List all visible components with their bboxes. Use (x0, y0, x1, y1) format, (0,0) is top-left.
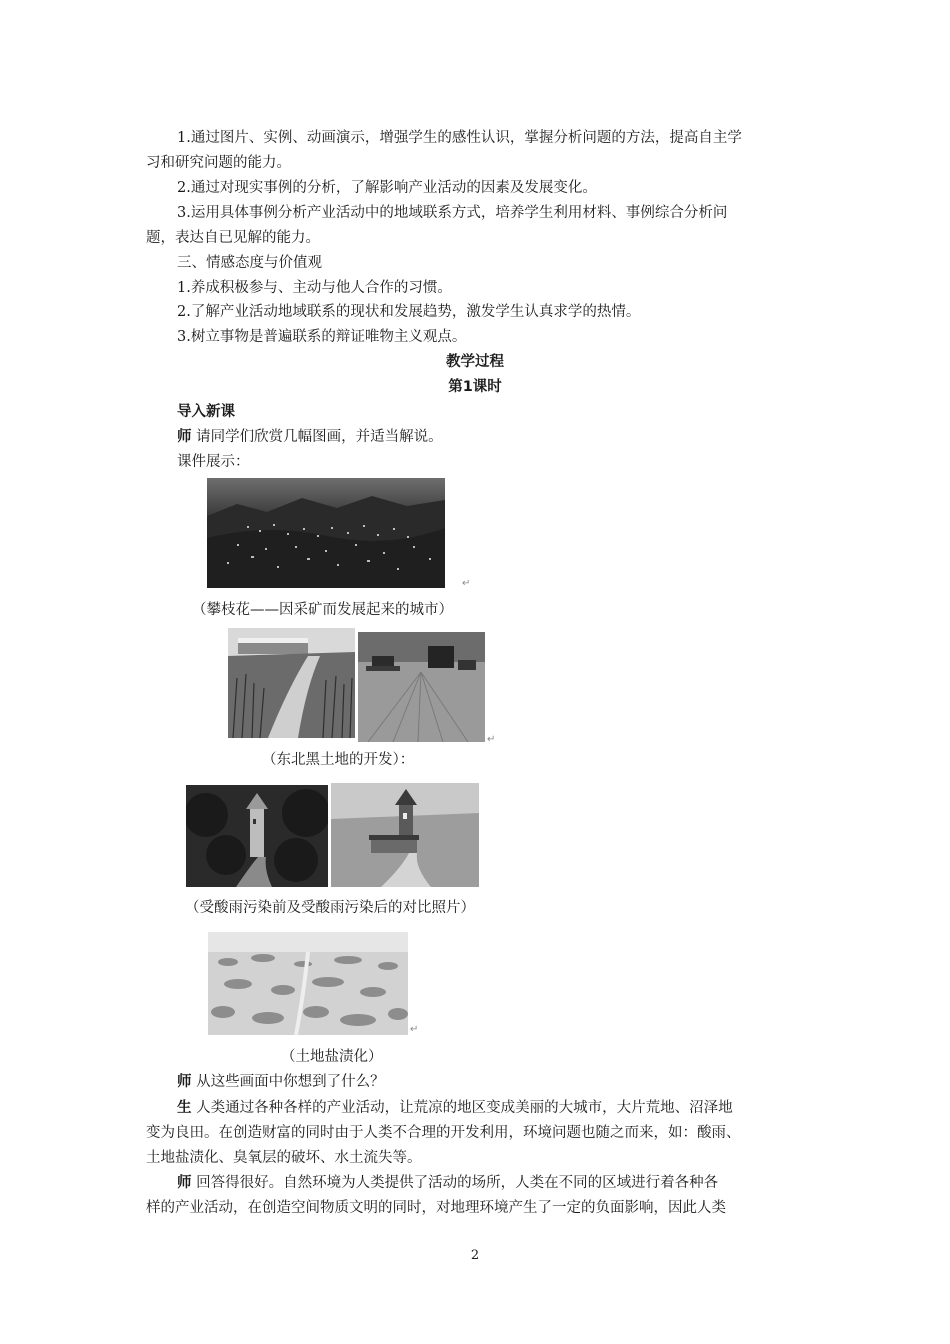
teacher-reply-text-1: 回答得很好。自然环境为人类提供了活动的场所，人类在不同的区域进行着各种各 (196, 1175, 719, 1191)
teacher-question-text: 从这些画面中你想到了什么？ (196, 1074, 385, 1090)
caption-blacksoil: （东北黑土地的开发）： (262, 752, 415, 768)
photo-before-acid-rain (186, 785, 328, 887)
teacher-reply-line-1 (177, 1173, 718, 1193)
goal-line-2: 习和研究问题的能力。 (146, 155, 291, 171)
photo-blacksoil-harvesters (358, 632, 485, 742)
student-answer-line-2: 变为良田。在创造财富的同时由于人类不合理的开发利用，环境问题也随之而来，如：酸雨、 (146, 1125, 741, 1141)
goal-line-9: 3.树立事物是普遍联系的辩证唯物主义观点。 (177, 329, 467, 345)
caption-salinization: （土地盐渍化） (281, 1049, 383, 1065)
intro-title: 导入新课 (177, 404, 235, 420)
goal-line-7: 1.养成积极参与、主动与他人合作的习惯。 (177, 280, 452, 296)
speaker-teacher: 师 (177, 429, 192, 445)
photo-blacksoil-field (228, 628, 355, 738)
teacher-line-1 (177, 427, 443, 447)
student-text-1: 人类通过各种各样的产业活动，让荒凉的地区变成美丽的大城市，大片荒地、沼泽地 (196, 1100, 733, 1116)
caption-acid-rain: （受酸雨污染前及受酸雨污染后的对比照片） (185, 900, 475, 916)
goal-line-4: 3.运用具体事例分析产业活动中的地域联系方式，培养学生利用材料、事例综合分析问 (177, 205, 728, 221)
goal-line-1: 1.通过图片、实例、动画演示，增强学生的感性认识，掌握分析问题的方法，提高自主学 (177, 130, 742, 146)
goal-line-5: 题，表达自已见解的能力。 (146, 230, 320, 246)
photo-after-acid-rain (331, 783, 479, 887)
photo-soil-salinization (208, 932, 408, 1035)
courseware-label: 课件展示： (177, 454, 250, 470)
teacher-text-1: 请同学们欣赏几幅图画，并适当解说。 (196, 429, 443, 445)
photo-panzhihua-city (207, 478, 445, 588)
student-answer-line-3: 土地盐渍化、臭氧层的破坏、水土流失等。 (146, 1150, 422, 1166)
goal-line-8: 2.了解产业活动地域联系的现状和发展趋势，激发学生认真求学的热情。 (177, 304, 641, 320)
return-mark: ↵ (462, 578, 471, 589)
page-number: 2 (470, 1248, 480, 1263)
caption-panzhihua: （攀枝花——因采矿而发展起来的城市） (192, 602, 453, 618)
subheading-lesson-1: 第1课时 (448, 379, 502, 395)
return-mark: ↵ (410, 1024, 419, 1035)
student-answer-line-1 (177, 1098, 733, 1118)
speaker-teacher: 师 (177, 1074, 192, 1090)
return-mark: ↵ (487, 734, 496, 745)
teacher-reply-line-2: 样的产业活动，在创造空间物质文明的同时，对地理环境产生了一定的负面影响，因此人类 (146, 1200, 726, 1216)
speaker-teacher: 师 (177, 1175, 192, 1191)
section-title-attitude: 三、情感态度与价值观 (177, 255, 322, 271)
teacher-question (177, 1072, 385, 1092)
speaker-student: 生 (177, 1100, 192, 1116)
goal-line-3: 2.通过对现实事例的分析，了解影响产业活动的因素及发展变化。 (177, 180, 597, 196)
heading-teaching-process: 教学过程 (446, 354, 504, 370)
